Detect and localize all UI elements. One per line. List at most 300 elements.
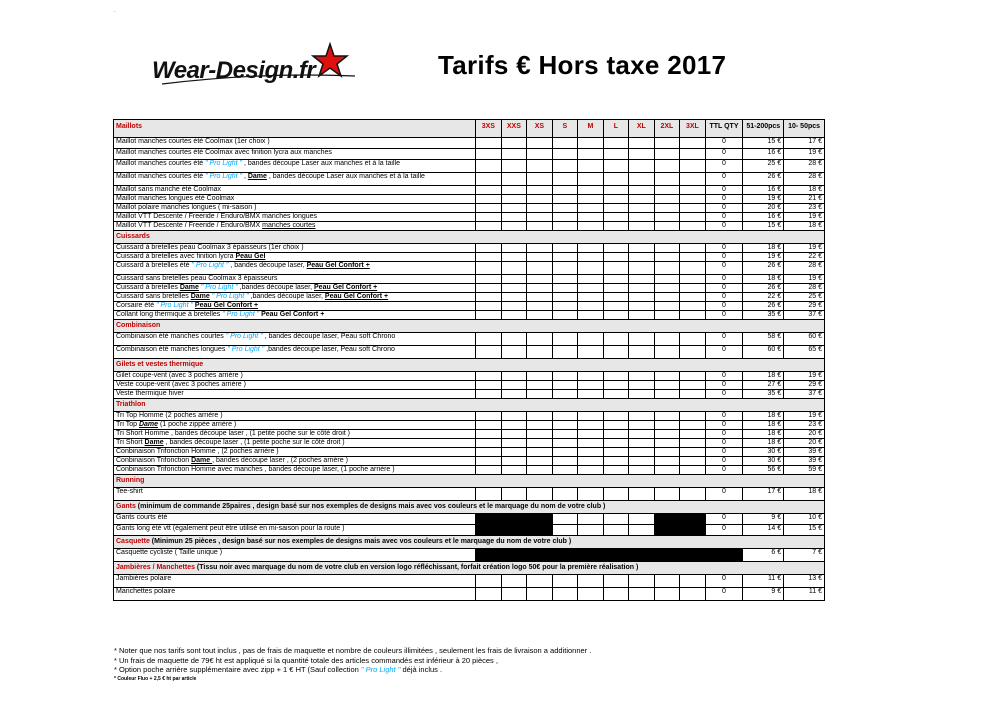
size-qty-cell[interactable] [603, 284, 629, 293]
size-qty-cell[interactable] [527, 302, 553, 311]
size-qty-cell[interactable] [629, 302, 655, 311]
size-qty-cell[interactable] [527, 160, 553, 173]
size-qty-cell[interactable] [501, 448, 527, 457]
size-qty-cell[interactable] [654, 138, 680, 149]
size-qty-cell[interactable] [680, 525, 706, 536]
size-qty-cell[interactable] [501, 514, 527, 525]
size-qty-cell[interactable] [654, 525, 680, 536]
size-qty-cell[interactable] [680, 311, 706, 320]
size-qty-cell[interactable] [578, 575, 604, 588]
size-qty-cell[interactable] [654, 466, 680, 475]
size-qty-cell[interactable] [527, 390, 553, 399]
size-qty-cell[interactable] [501, 412, 527, 421]
size-qty-cell[interactable] [501, 525, 527, 536]
size-qty-cell[interactable] [527, 439, 553, 448]
size-qty-cell[interactable] [527, 549, 553, 562]
size-qty-cell[interactable] [501, 346, 527, 359]
size-qty-cell[interactable] [552, 138, 578, 149]
size-qty-cell[interactable] [654, 421, 680, 430]
size-qty-cell[interactable] [654, 244, 680, 253]
size-qty-cell[interactable] [552, 488, 578, 501]
size-qty-cell[interactable] [501, 204, 527, 213]
size-qty-cell[interactable] [603, 346, 629, 359]
size-qty-cell[interactable] [654, 439, 680, 448]
size-qty-cell[interactable] [578, 253, 604, 262]
size-qty-cell[interactable] [476, 138, 502, 149]
size-qty-cell[interactable] [680, 412, 706, 421]
size-qty-cell[interactable] [501, 302, 527, 311]
size-qty-cell[interactable] [578, 149, 604, 160]
size-qty-cell[interactable] [629, 253, 655, 262]
size-qty-cell[interactable] [476, 284, 502, 293]
size-qty-cell[interactable] [476, 275, 502, 284]
size-qty-cell[interactable] [501, 262, 527, 275]
size-qty-cell[interactable] [578, 421, 604, 430]
size-qty-cell[interactable] [578, 346, 604, 359]
size-qty-cell[interactable] [629, 293, 655, 302]
size-qty-cell[interactable] [603, 514, 629, 525]
size-qty-cell[interactable] [578, 430, 604, 439]
size-qty-cell[interactable] [476, 333, 502, 346]
size-qty-cell[interactable] [552, 160, 578, 173]
size-qty-cell[interactable] [552, 439, 578, 448]
size-qty-cell[interactable] [603, 421, 629, 430]
size-qty-cell[interactable] [476, 222, 502, 231]
size-qty-cell[interactable] [654, 333, 680, 346]
size-qty-cell[interactable] [680, 457, 706, 466]
size-qty-cell[interactable] [527, 488, 553, 501]
size-qty-cell[interactable] [527, 275, 553, 284]
size-qty-cell[interactable] [527, 421, 553, 430]
size-qty-cell[interactable] [603, 549, 629, 562]
size-qty-cell[interactable] [501, 149, 527, 160]
size-qty-cell[interactable] [603, 466, 629, 475]
size-qty-cell[interactable] [527, 412, 553, 421]
size-qty-cell[interactable] [527, 186, 553, 195]
size-qty-cell[interactable] [578, 439, 604, 448]
size-qty-cell[interactable] [629, 262, 655, 275]
size-qty-cell[interactable] [680, 302, 706, 311]
size-qty-cell[interactable] [654, 549, 680, 562]
size-qty-cell[interactable] [552, 186, 578, 195]
size-qty-cell[interactable] [680, 204, 706, 213]
size-qty-cell[interactable] [552, 253, 578, 262]
size-qty-cell[interactable] [654, 381, 680, 390]
size-qty-cell[interactable] [603, 262, 629, 275]
size-qty-cell[interactable] [603, 302, 629, 311]
size-qty-cell[interactable] [654, 588, 680, 601]
size-qty-cell[interactable] [578, 302, 604, 311]
size-qty-cell[interactable] [578, 333, 604, 346]
size-qty-cell[interactable] [654, 204, 680, 213]
size-qty-cell[interactable] [552, 575, 578, 588]
size-qty-cell[interactable] [476, 213, 502, 222]
size-qty-cell[interactable] [578, 514, 604, 525]
size-qty-cell[interactable] [654, 160, 680, 173]
size-qty-cell[interactable] [476, 390, 502, 399]
size-qty-cell[interactable] [654, 213, 680, 222]
size-qty-cell[interactable] [501, 195, 527, 204]
size-qty-cell[interactable] [654, 195, 680, 204]
size-qty-cell[interactable] [629, 466, 655, 475]
size-qty-cell[interactable] [527, 293, 553, 302]
size-qty-cell[interactable] [629, 549, 655, 562]
size-qty-cell[interactable] [629, 275, 655, 284]
size-qty-cell[interactable] [552, 412, 578, 421]
size-qty-cell[interactable] [629, 439, 655, 448]
size-qty-cell[interactable] [476, 293, 502, 302]
size-qty-cell[interactable] [680, 293, 706, 302]
size-qty-cell[interactable] [603, 186, 629, 195]
size-qty-cell[interactable] [552, 372, 578, 381]
size-qty-cell[interactable] [476, 457, 502, 466]
size-qty-cell[interactable] [629, 430, 655, 439]
size-qty-cell[interactable] [552, 222, 578, 231]
size-qty-cell[interactable] [501, 244, 527, 253]
size-qty-cell[interactable] [527, 525, 553, 536]
size-qty-cell[interactable] [629, 311, 655, 320]
size-qty-cell[interactable] [603, 575, 629, 588]
size-qty-cell[interactable] [527, 173, 553, 186]
size-qty-cell[interactable] [654, 457, 680, 466]
size-qty-cell[interactable] [527, 222, 553, 231]
size-qty-cell[interactable] [629, 381, 655, 390]
size-qty-cell[interactable] [501, 138, 527, 149]
size-qty-cell[interactable] [527, 311, 553, 320]
size-qty-cell[interactable] [629, 204, 655, 213]
size-qty-cell[interactable] [680, 448, 706, 457]
size-qty-cell[interactable] [654, 390, 680, 399]
size-qty-cell[interactable] [680, 244, 706, 253]
size-qty-cell[interactable] [578, 457, 604, 466]
size-qty-cell[interactable] [552, 195, 578, 204]
size-qty-cell[interactable] [629, 457, 655, 466]
size-qty-cell[interactable] [476, 346, 502, 359]
size-qty-cell[interactable] [680, 421, 706, 430]
size-qty-cell[interactable] [654, 253, 680, 262]
size-qty-cell[interactable] [501, 275, 527, 284]
size-qty-cell[interactable] [578, 381, 604, 390]
size-qty-cell[interactable] [680, 284, 706, 293]
size-qty-cell[interactable] [501, 173, 527, 186]
size-qty-cell[interactable] [476, 588, 502, 601]
size-qty-cell[interactable] [680, 275, 706, 284]
size-qty-cell[interactable] [629, 390, 655, 399]
size-qty-cell[interactable] [476, 173, 502, 186]
size-qty-cell[interactable] [476, 439, 502, 448]
size-qty-cell[interactable] [680, 222, 706, 231]
size-qty-cell[interactable] [654, 222, 680, 231]
size-qty-cell[interactable] [654, 262, 680, 275]
size-qty-cell[interactable] [680, 430, 706, 439]
size-qty-cell[interactable] [654, 346, 680, 359]
size-qty-cell[interactable] [629, 195, 655, 204]
size-qty-cell[interactable] [578, 588, 604, 601]
size-qty-cell[interactable] [578, 213, 604, 222]
size-qty-cell[interactable] [578, 204, 604, 213]
size-qty-cell[interactable] [527, 514, 553, 525]
size-qty-cell[interactable] [552, 466, 578, 475]
size-qty-cell[interactable] [680, 466, 706, 475]
size-qty-cell[interactable] [578, 390, 604, 399]
size-qty-cell[interactable] [680, 514, 706, 525]
size-qty-cell[interactable] [476, 253, 502, 262]
size-qty-cell[interactable] [629, 575, 655, 588]
size-qty-cell[interactable] [680, 549, 706, 562]
size-qty-cell[interactable] [501, 222, 527, 231]
size-qty-cell[interactable] [654, 302, 680, 311]
size-qty-cell[interactable] [603, 253, 629, 262]
size-qty-cell[interactable] [476, 430, 502, 439]
size-qty-cell[interactable] [603, 588, 629, 601]
size-qty-cell[interactable] [680, 149, 706, 160]
size-qty-cell[interactable] [603, 430, 629, 439]
size-qty-cell[interactable] [654, 488, 680, 501]
size-qty-cell[interactable] [578, 293, 604, 302]
size-qty-cell[interactable] [629, 514, 655, 525]
size-qty-cell[interactable] [680, 186, 706, 195]
size-qty-cell[interactable] [629, 525, 655, 536]
size-qty-cell[interactable] [552, 514, 578, 525]
size-qty-cell[interactable] [603, 381, 629, 390]
size-qty-cell[interactable] [578, 412, 604, 421]
size-qty-cell[interactable] [501, 253, 527, 262]
size-qty-cell[interactable] [476, 302, 502, 311]
size-qty-cell[interactable] [527, 213, 553, 222]
size-qty-cell[interactable] [552, 346, 578, 359]
size-qty-cell[interactable] [552, 457, 578, 466]
size-qty-cell[interactable] [578, 448, 604, 457]
size-qty-cell[interactable] [552, 173, 578, 186]
size-qty-cell[interactable] [552, 284, 578, 293]
size-qty-cell[interactable] [629, 160, 655, 173]
size-qty-cell[interactable] [552, 275, 578, 284]
size-qty-cell[interactable] [501, 381, 527, 390]
size-qty-cell[interactable] [603, 293, 629, 302]
size-qty-cell[interactable] [552, 448, 578, 457]
size-qty-cell[interactable] [603, 149, 629, 160]
size-qty-cell[interactable] [476, 488, 502, 501]
size-qty-cell[interactable] [603, 412, 629, 421]
size-qty-cell[interactable] [603, 195, 629, 204]
size-qty-cell[interactable] [578, 186, 604, 195]
size-qty-cell[interactable] [680, 488, 706, 501]
size-qty-cell[interactable] [476, 421, 502, 430]
size-qty-cell[interactable] [680, 439, 706, 448]
size-qty-cell[interactable] [578, 222, 604, 231]
size-qty-cell[interactable] [629, 346, 655, 359]
size-qty-cell[interactable] [680, 138, 706, 149]
size-qty-cell[interactable] [578, 275, 604, 284]
size-qty-cell[interactable] [501, 439, 527, 448]
size-qty-cell[interactable] [527, 195, 553, 204]
size-qty-cell[interactable] [501, 457, 527, 466]
size-qty-cell[interactable] [527, 430, 553, 439]
size-qty-cell[interactable] [476, 160, 502, 173]
size-qty-cell[interactable] [680, 575, 706, 588]
size-qty-cell[interactable] [654, 448, 680, 457]
size-qty-cell[interactable] [476, 448, 502, 457]
size-qty-cell[interactable] [552, 244, 578, 253]
size-qty-cell[interactable] [654, 149, 680, 160]
size-qty-cell[interactable] [680, 381, 706, 390]
size-qty-cell[interactable] [680, 253, 706, 262]
size-qty-cell[interactable] [501, 430, 527, 439]
size-qty-cell[interactable] [527, 149, 553, 160]
size-qty-cell[interactable] [476, 186, 502, 195]
size-qty-cell[interactable] [501, 372, 527, 381]
size-qty-cell[interactable] [501, 160, 527, 173]
size-qty-cell[interactable] [578, 311, 604, 320]
size-qty-cell[interactable] [476, 525, 502, 536]
size-qty-cell[interactable] [476, 149, 502, 160]
size-qty-cell[interactable] [527, 466, 553, 475]
size-qty-cell[interactable] [680, 173, 706, 186]
size-qty-cell[interactable] [629, 372, 655, 381]
size-qty-cell[interactable] [527, 253, 553, 262]
size-qty-cell[interactable] [476, 412, 502, 421]
size-qty-cell[interactable] [578, 262, 604, 275]
size-qty-cell[interactable] [501, 284, 527, 293]
size-qty-cell[interactable] [552, 390, 578, 399]
size-qty-cell[interactable] [476, 244, 502, 253]
size-qty-cell[interactable] [629, 488, 655, 501]
size-qty-cell[interactable] [527, 448, 553, 457]
size-qty-cell[interactable] [603, 525, 629, 536]
size-qty-cell[interactable] [578, 488, 604, 501]
size-qty-cell[interactable] [629, 186, 655, 195]
size-qty-cell[interactable] [527, 372, 553, 381]
size-qty-cell[interactable] [654, 514, 680, 525]
size-qty-cell[interactable] [680, 346, 706, 359]
size-qty-cell[interactable] [680, 588, 706, 601]
size-qty-cell[interactable] [501, 588, 527, 601]
size-qty-cell[interactable] [501, 575, 527, 588]
size-qty-cell[interactable] [629, 421, 655, 430]
size-qty-cell[interactable] [680, 390, 706, 399]
size-qty-cell[interactable] [578, 372, 604, 381]
size-qty-cell[interactable] [680, 160, 706, 173]
size-qty-cell[interactable] [476, 549, 502, 562]
size-qty-cell[interactable] [603, 333, 629, 346]
size-qty-cell[interactable] [603, 160, 629, 173]
size-qty-cell[interactable] [654, 412, 680, 421]
size-qty-cell[interactable] [476, 195, 502, 204]
size-qty-cell[interactable] [476, 381, 502, 390]
size-qty-cell[interactable] [501, 293, 527, 302]
size-qty-cell[interactable] [629, 448, 655, 457]
size-qty-cell[interactable] [680, 333, 706, 346]
size-qty-cell[interactable] [680, 262, 706, 275]
size-qty-cell[interactable] [501, 390, 527, 399]
size-qty-cell[interactable] [527, 138, 553, 149]
size-qty-cell[interactable] [552, 430, 578, 439]
size-qty-cell[interactable] [680, 195, 706, 204]
size-qty-cell[interactable] [527, 575, 553, 588]
size-qty-cell[interactable] [629, 222, 655, 231]
size-qty-cell[interactable] [552, 525, 578, 536]
size-qty-cell[interactable] [603, 244, 629, 253]
size-qty-cell[interactable] [527, 457, 553, 466]
size-qty-cell[interactable] [654, 173, 680, 186]
size-qty-cell[interactable] [501, 213, 527, 222]
size-qty-cell[interactable] [527, 244, 553, 253]
size-qty-cell[interactable] [654, 293, 680, 302]
size-qty-cell[interactable] [603, 204, 629, 213]
size-qty-cell[interactable] [501, 466, 527, 475]
size-qty-cell[interactable] [680, 372, 706, 381]
size-qty-cell[interactable] [603, 173, 629, 186]
size-qty-cell[interactable] [654, 284, 680, 293]
size-qty-cell[interactable] [476, 514, 502, 525]
size-qty-cell[interactable] [552, 333, 578, 346]
size-qty-cell[interactable] [527, 262, 553, 275]
size-qty-cell[interactable] [578, 160, 604, 173]
size-qty-cell[interactable] [501, 186, 527, 195]
size-qty-cell[interactable] [552, 421, 578, 430]
size-qty-cell[interactable] [476, 575, 502, 588]
size-qty-cell[interactable] [578, 244, 604, 253]
size-qty-cell[interactable] [629, 138, 655, 149]
size-qty-cell[interactable] [501, 311, 527, 320]
size-qty-cell[interactable] [603, 488, 629, 501]
size-qty-cell[interactable] [578, 466, 604, 475]
size-qty-cell[interactable] [552, 302, 578, 311]
size-qty-cell[interactable] [552, 262, 578, 275]
size-qty-cell[interactable] [654, 430, 680, 439]
size-qty-cell[interactable] [552, 588, 578, 601]
size-qty-cell[interactable] [603, 439, 629, 448]
size-qty-cell[interactable] [476, 372, 502, 381]
size-qty-cell[interactable] [629, 284, 655, 293]
size-qty-cell[interactable] [629, 173, 655, 186]
size-qty-cell[interactable] [552, 204, 578, 213]
size-qty-cell[interactable] [578, 173, 604, 186]
size-qty-cell[interactable] [527, 346, 553, 359]
size-qty-cell[interactable] [603, 138, 629, 149]
size-qty-cell[interactable] [578, 284, 604, 293]
size-qty-cell[interactable] [501, 488, 527, 501]
size-qty-cell[interactable] [476, 204, 502, 213]
size-qty-cell[interactable] [654, 311, 680, 320]
size-qty-cell[interactable] [552, 549, 578, 562]
size-qty-cell[interactable] [629, 213, 655, 222]
size-qty-cell[interactable] [501, 421, 527, 430]
size-qty-cell[interactable] [603, 457, 629, 466]
size-qty-cell[interactable] [527, 588, 553, 601]
size-qty-cell[interactable] [501, 333, 527, 346]
size-qty-cell[interactable] [629, 149, 655, 160]
size-qty-cell[interactable] [578, 138, 604, 149]
size-qty-cell[interactable] [527, 381, 553, 390]
size-qty-cell[interactable] [629, 588, 655, 601]
size-qty-cell[interactable] [654, 372, 680, 381]
size-qty-cell[interactable] [603, 390, 629, 399]
size-qty-cell[interactable] [654, 575, 680, 588]
size-qty-cell[interactable] [476, 311, 502, 320]
size-qty-cell[interactable] [552, 311, 578, 320]
size-qty-cell[interactable] [578, 549, 604, 562]
size-qty-cell[interactable] [501, 549, 527, 562]
size-qty-cell[interactable] [654, 186, 680, 195]
size-qty-cell[interactable] [578, 525, 604, 536]
size-qty-cell[interactable] [629, 412, 655, 421]
size-qty-cell[interactable] [527, 204, 553, 213]
size-qty-cell[interactable] [603, 222, 629, 231]
size-qty-cell[interactable] [603, 275, 629, 284]
size-qty-cell[interactable] [603, 213, 629, 222]
size-qty-cell[interactable] [603, 448, 629, 457]
